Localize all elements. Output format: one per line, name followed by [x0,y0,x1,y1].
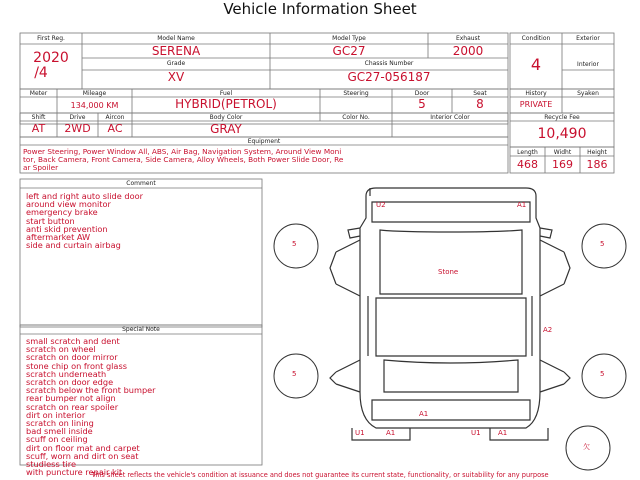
mark-wheel-fr: 5 [600,240,605,248]
label-door: Door [414,90,430,97]
condition: 4 [530,55,542,74]
label-equipment: Equipment [247,138,281,145]
list-item: small scratch and dent [26,336,120,346]
height: 186 [586,158,608,171]
mark-wheel-rl: 5 [292,370,297,378]
label-syaken: Syaken [577,90,599,97]
label-seat: Seat [473,90,487,97]
mark-stone: Stone [438,268,459,276]
label-model-type: Model Type [332,35,366,42]
recycle-fee: 10,490 [537,126,587,142]
list-item: dirt on floor mat and carpet [26,442,140,453]
list-item: scratch on rear spoiler [26,401,119,412]
model-name: SERENA [151,44,201,58]
list-item: stone chip on front glass [26,360,127,371]
mark-u2: U2 [376,201,386,209]
label-aircon: Aircon [105,114,125,121]
mark-a1-left: A1 [386,429,396,437]
shift: AT [31,122,46,135]
mark-u1-left: U1 [355,429,365,437]
mark-a2: A2 [543,326,553,334]
label-first-reg: First Reg. [37,35,65,42]
mileage: 134,000 KM [70,101,119,110]
label-meter: Meter [29,90,48,97]
mark-a1-top: A1 [517,201,527,209]
fuel: HYBRID(PETROL) [175,97,277,111]
label-condition: Condition [521,35,551,42]
list-item: scratch on door edge [26,377,114,388]
label-height: Height [587,149,607,156]
label-length: Length [517,149,538,156]
exhaust: 2000 [452,44,484,58]
equipment-list [23,148,343,173]
list-item: studless tire [26,459,77,470]
label-fuel: Fuel [219,90,233,97]
sheet-title: Vehicle Information Sheet [223,0,417,18]
label-special-note: Special Note [122,326,160,333]
list-item: bad smell inside [26,426,93,437]
list-item: side and curtain airbag [26,240,121,251]
disclaimer: This sheet reflects the vehicle's condition at issuance and does not guarantee its current state, functionality, or suitability for any purpose [91,471,549,479]
list-item: scratch below the front bumper [26,385,156,396]
label-steering: Steering [343,90,369,97]
list-item: left and right auto slide door [26,191,143,201]
comment-list [26,192,143,249]
list-item: around view monitor [26,199,111,210]
label-drive: Drive [69,114,86,121]
mark-u1-right: U1 [471,429,481,437]
label-history: History [525,90,547,97]
mark-a1-mid: A1 [419,410,429,418]
list-item: anti skid prevention [26,223,108,234]
equipment-line: ar Spoiler [23,163,59,173]
label-width: Widht [553,149,572,156]
list-item: start button [26,215,75,226]
mark-a1-right: A1 [498,429,508,437]
list-item: scratch on lining [26,418,94,429]
seat: 8 [476,97,484,111]
mark-wheel-rr: 5 [600,370,605,378]
aircon: AC [107,122,123,135]
door: 5 [418,97,426,111]
model-type: GC27 [332,44,366,58]
list-item: scratch on wheel [26,344,96,355]
first-reg-month: /4 [34,65,48,81]
body-color: GRAY [210,122,242,136]
label-comment: Comment [126,180,156,187]
label-exhaust: Exhaust [455,35,481,42]
label-grade: Grade [166,60,186,67]
history: PRIVATE [519,100,553,109]
label-mileage: Mileage [82,90,107,97]
label-interior: Interior [577,61,599,68]
list-item: scratch underneath [26,368,107,379]
label-body-color: Body Color [209,114,243,121]
first-reg-year: 2020 [33,50,69,66]
list-item: aftermarket AW [26,232,91,243]
list-item: scratch on door mirror [26,352,118,363]
length: 468 [517,158,538,171]
list-item: emergency brake [26,207,98,218]
chassis-number: GC27-056187 [347,70,431,84]
label-model-name: Model Name [157,35,195,42]
mark-wheel-fl: 5 [292,240,297,248]
list-item: scuff, worn and dirt on seat [26,450,139,461]
list-item: with puncture repair kit [26,467,123,478]
label-shift: Shift [31,114,46,121]
label-chassis-number: Chassis Number [364,60,414,67]
special-note-list [26,337,156,476]
label-interior-color: Interior Color [430,114,470,121]
list-item: scuff on ceiling [26,434,88,445]
grade: XV [167,70,185,84]
label-exterior: Exterior [576,35,600,42]
label-color-no: Color No. [342,114,370,121]
list-item: dirt on interior [26,409,86,420]
equipment-line: tor, Back Camera, Front Camera, Side Camera, Alloy Wheels, Both Power Slide Door, Re [23,155,344,165]
label-recycle-fee: Recycle Fee [544,114,580,121]
equipment-line: Power Steering, Power Window All, ABS, Air Bag, Navigation System, Around View Moni [23,147,342,156]
mark-tire: 欠 [583,443,590,451]
list-item: rear bumper not align [26,393,116,404]
drive: 2WD [64,122,91,135]
width: 169 [552,158,573,171]
